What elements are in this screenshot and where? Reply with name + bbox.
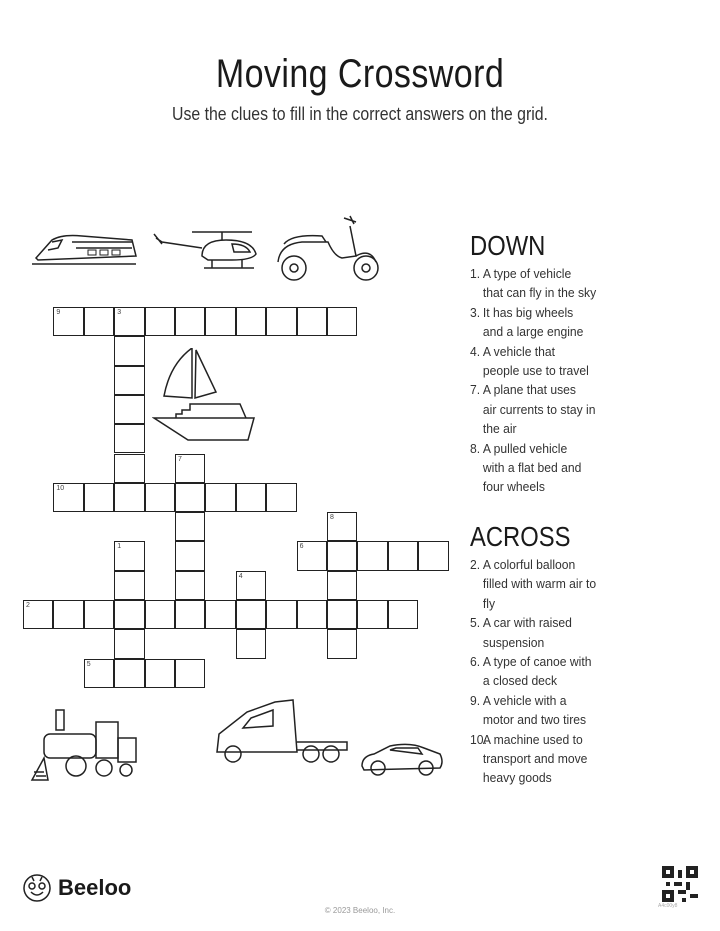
clue-text: A machine used to transport and move heavy goods xyxy=(482,731,588,786)
clue-number: 3 xyxy=(117,309,122,316)
crossword-cell[interactable] xyxy=(236,600,266,629)
crossword-cell[interactable] xyxy=(175,659,205,688)
clue-number: 7. xyxy=(470,382,481,398)
clue-text: A colorful balloon filled with warm air to fly xyxy=(482,556,597,611)
clue-number: 5 xyxy=(86,660,91,668)
across-clue xyxy=(470,613,654,652)
page-title: Moving Crossword xyxy=(215,52,505,96)
steam-train-icon xyxy=(30,706,138,782)
brand-name: Beeloo xyxy=(58,875,132,900)
clue-text: A vehicle that people use to travel xyxy=(482,343,589,379)
bullet-train-icon xyxy=(32,228,138,268)
crossword-cell[interactable] xyxy=(145,600,175,629)
crossword-cell[interactable] xyxy=(236,571,266,600)
crossword-cell[interactable] xyxy=(114,395,144,424)
semi-truck-icon xyxy=(215,698,349,764)
clue-text: A car with raised suspension xyxy=(482,615,572,650)
crossword-cell[interactable] xyxy=(418,541,448,570)
crossword-cell[interactable] xyxy=(53,307,83,336)
crossword-cell[interactable] xyxy=(84,600,114,629)
clue-number: 1. xyxy=(470,266,481,281)
crossword-cell[interactable] xyxy=(84,307,114,336)
crossword-cell[interactable] xyxy=(327,541,357,570)
crossword-cell[interactable] xyxy=(327,512,357,541)
across-clue xyxy=(470,691,654,730)
down-clue xyxy=(470,439,654,497)
clue-number: 6 xyxy=(299,543,304,551)
clue-number: 1 xyxy=(117,543,122,551)
helicopter-icon xyxy=(152,226,260,272)
crossword-cell[interactable] xyxy=(114,483,144,512)
across-clue xyxy=(470,730,654,788)
clue-number: 10 xyxy=(56,484,65,492)
crossword-cell[interactable] xyxy=(205,600,235,629)
crossword-cell[interactable] xyxy=(327,629,357,658)
down-heading: DOWN xyxy=(470,230,546,261)
crossword-cell[interactable] xyxy=(114,659,144,688)
crossword-cell[interactable] xyxy=(388,600,418,629)
crossword-cell[interactable] xyxy=(327,307,357,336)
crossword-cell[interactable] xyxy=(205,483,235,512)
crossword-cell[interactable] xyxy=(297,600,327,629)
crossword-cell[interactable] xyxy=(266,307,296,336)
crossword-cell[interactable] xyxy=(236,307,266,336)
crossword-cell[interactable] xyxy=(114,600,144,629)
crossword-cell[interactable] xyxy=(84,483,114,512)
crossword-cell[interactable] xyxy=(114,629,144,658)
crossword-cell[interactable] xyxy=(236,629,266,658)
crossword-cell[interactable] xyxy=(297,541,327,570)
page-subtitle: Use the clues to fill in the correct answers on the grid. xyxy=(172,104,548,124)
clue-text: It has big wheels and a large engine xyxy=(482,304,584,340)
crossword-cell[interactable] xyxy=(145,307,175,336)
crossword-cell[interactable] xyxy=(175,512,205,541)
crossword-cell[interactable] xyxy=(145,659,175,688)
sailboat-icon xyxy=(152,348,258,444)
crossword-cell[interactable] xyxy=(175,483,205,512)
clue-number: 2. xyxy=(470,556,481,572)
crossword-cell[interactable] xyxy=(145,483,175,512)
clue-number: 8. xyxy=(470,440,481,456)
clue-number: 2 xyxy=(26,602,30,609)
clue-number: 9. xyxy=(470,692,481,708)
clue-number: 5. xyxy=(470,615,481,631)
clue-number: 6. xyxy=(470,653,481,669)
crossword-cell[interactable] xyxy=(175,571,205,600)
qr-code-icon xyxy=(662,866,698,902)
down-clue xyxy=(470,264,654,303)
crossword-cell[interactable] xyxy=(175,541,205,570)
crossword-cell[interactable] xyxy=(266,600,296,629)
scooter-icon xyxy=(272,212,382,284)
crossword-cell[interactable] xyxy=(236,483,266,512)
clue-text: A type of vehicle that can fly in the sky xyxy=(482,266,597,301)
bee-mascot-icon xyxy=(22,873,52,903)
crossword-cell[interactable] xyxy=(53,483,83,512)
crossword-cell[interactable] xyxy=(327,600,357,629)
crossword-cell[interactable] xyxy=(175,600,205,629)
crossword-cell[interactable] xyxy=(297,307,327,336)
clue-number: 9 xyxy=(56,309,61,316)
crossword-cell[interactable] xyxy=(114,454,144,483)
crossword-cell[interactable] xyxy=(357,541,387,570)
clue-number: 4 xyxy=(238,572,243,580)
crossword-cell[interactable] xyxy=(114,366,144,395)
crossword-cell[interactable] xyxy=(175,307,205,336)
crossword-cell[interactable] xyxy=(114,541,144,570)
crossword-cell[interactable] xyxy=(114,307,144,336)
clue-number: 8 xyxy=(330,514,334,522)
crossword-cell[interactable] xyxy=(84,659,114,688)
across-clue xyxy=(470,652,654,691)
clue-text: A pulled vehicle with a flat bed and four wheels xyxy=(482,440,582,495)
crossword-cell[interactable] xyxy=(114,336,144,365)
crossword-cell[interactable] xyxy=(266,483,296,512)
qr-code-label: A4c00y8 xyxy=(658,903,678,909)
across-clues xyxy=(470,555,670,788)
crossword-cell[interactable] xyxy=(114,571,144,600)
clue-text: A type of canoe with a closed deck xyxy=(482,653,592,689)
down-clues xyxy=(470,264,670,497)
crossword-cell[interactable] xyxy=(388,541,418,570)
beeloo-logo xyxy=(22,873,131,903)
crossword-cell[interactable] xyxy=(175,454,205,483)
crossword-cell[interactable] xyxy=(205,307,235,336)
clues-panel xyxy=(470,230,670,788)
crossword-cell[interactable] xyxy=(114,424,144,453)
across-clue xyxy=(470,555,654,613)
clue-text: A vehicle with a motor and two tires xyxy=(482,692,587,728)
clue-number: 4. xyxy=(470,343,481,359)
down-clue xyxy=(470,342,654,381)
crossword-cell[interactable] xyxy=(53,600,83,629)
copyright: © 2023 Beeloo, Inc. xyxy=(324,906,396,915)
across-heading: ACROSS xyxy=(470,520,571,552)
down-clue xyxy=(470,303,654,342)
crossword-cell[interactable] xyxy=(357,600,387,629)
clue-number: 7 xyxy=(178,455,182,463)
crossword-cell[interactable] xyxy=(23,600,53,629)
clue-number: 3. xyxy=(470,304,481,320)
sports-car-icon xyxy=(360,740,444,780)
clue-text: A plane that uses air currents to stay in the air xyxy=(482,382,596,437)
down-clue xyxy=(470,380,654,438)
crossword-cell[interactable] xyxy=(327,571,357,600)
clue-number: 10. xyxy=(470,731,487,747)
